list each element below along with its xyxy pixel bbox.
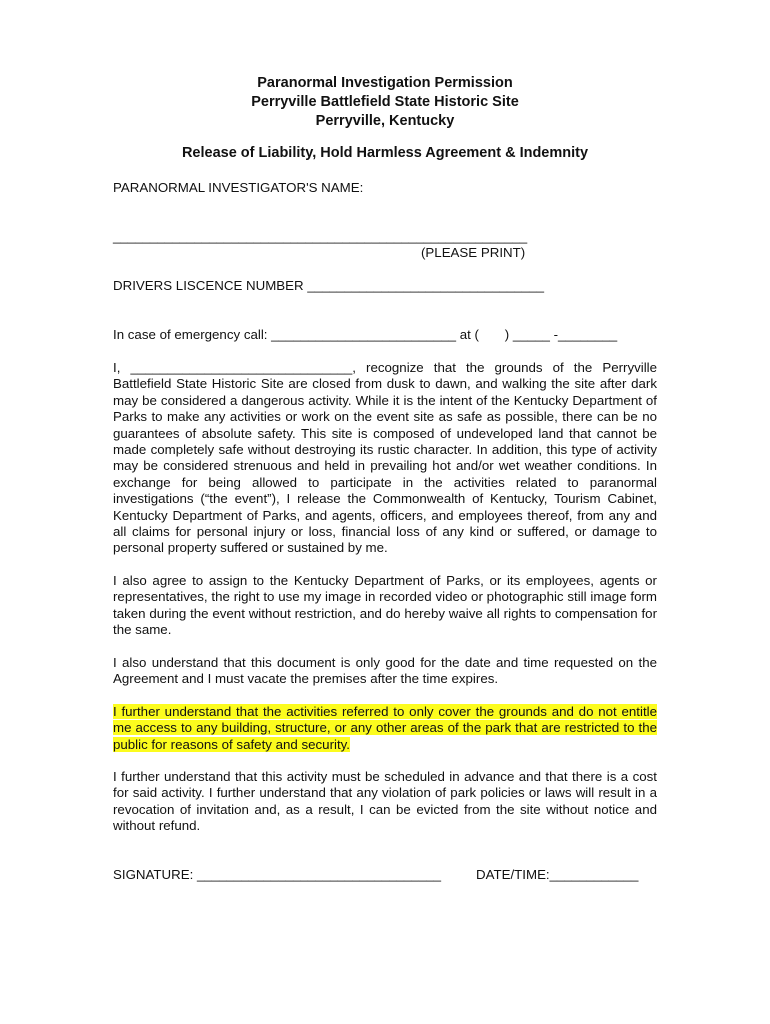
scheduling-paragraph: I further understand that this activity must be scheduled in advance and that there is a cost for said activity. I further understand that any violation of park policies or laws will result in a revocation of invitation and, as a result, I can be evicted from the site without notice and without refund. (113, 769, 657, 834)
agreement-subtitle: Release of Liability, Hold Harmless Agreement & Indemnity (181, 145, 589, 161)
title-line-3: Perryville, Kentucky (315, 113, 455, 129)
signature-field[interactable]: SIGNATURE: _________________________________ (113, 867, 442, 882)
release-paragraph: I, ______________________________, recognize that the grounds of the Perryville Battlefield State Historic Site are closed from dusk to dawn, and walking the site after dark may be considered a dangerous activity. While it is the intent of the Kentucky Department of Parks to make any activities or work on the event site as safe as possible, there can be no guarantees of absolute safety. This site is composed of undeveloped land that cannot be made completely safe without destroying its rustic character. In addition, this type of activity may be considered strenuous and held in prevailing hot and/or wet weather conditions. In exchange for being allowed to participate in the activities related to paranormal investigations (“the event”), I release the Commonwealth of Kentucky, Tourism Cabinet, Kentucky Department of Parks, and agents, officers, and employees thereof, from any and all claims for personal injury or loss, financial loss of any kind or suffered, or damage to personal property suffered or sustained by me. (113, 360, 657, 556)
investigator-name-label: PARANORMAL INVESTIGATOR'S NAME: (113, 180, 364, 195)
emergency-contact-field[interactable]: In case of emergency call: _________________________ at ( ) _____ -________ (113, 327, 618, 342)
document-header (0, 74, 770, 131)
please-print-note: (PLEASE PRINT) (421, 245, 526, 260)
date-time-field[interactable]: DATE/TIME:____________ (476, 867, 639, 882)
highlighted-text: I further understand that the activities referred to only cover the grounds and do not entitle me access to any building, structure, or any other areas of the park that are restricted to the public for reasons of safety and security. (113, 704, 657, 752)
investigator-name-blank[interactable]: ________________________________________________________ (113, 229, 528, 244)
image-rights-paragraph: I also agree to assign to the Kentucky Department of Parks, or its employees, agents or representatives, the right to use my image in recorded video or photographic still image form taken during the event without restriction, and do hereby waive all rights to compensation for the same. (113, 573, 657, 638)
title-line-1: Paranormal Investigation Permission (257, 75, 513, 91)
title-line-2: Perryville Battlefield State Historic Site (251, 94, 519, 110)
access-restriction-paragraph (113, 704, 657, 753)
drivers-license-field[interactable]: DRIVERS LISCENCE NUMBER ________________________________ (113, 278, 544, 293)
validity-paragraph: I also understand that this document is only good for the date and time requested on the Agreement and I must vacate the premises after the time expires. (113, 655, 657, 687)
